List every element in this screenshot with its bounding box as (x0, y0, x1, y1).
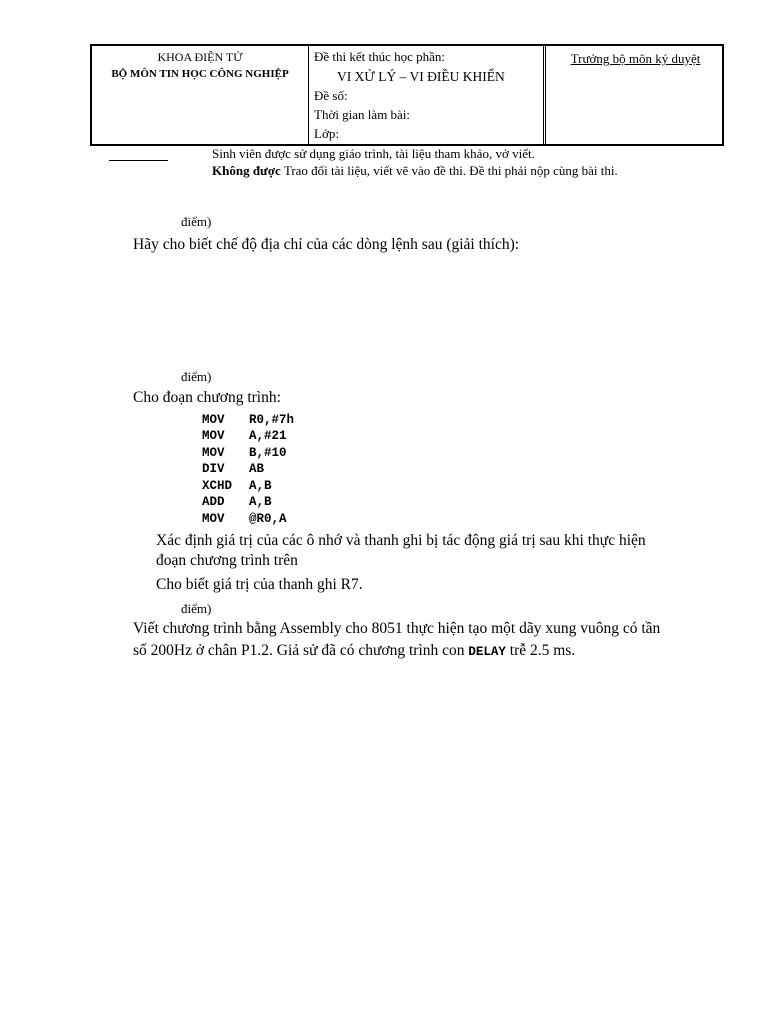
code-line (202, 462, 264, 476)
exam-time-label: Thời gian làm bài: (314, 107, 411, 122)
note-rule (109, 160, 168, 161)
exam-label: Đề thi kết thúc học phần: (314, 49, 446, 64)
header-exam-cell (309, 46, 546, 144)
code-op: XCHD (202, 479, 233, 493)
exam-header-table (90, 44, 724, 146)
code-line (202, 512, 287, 526)
q3-line1: Viết chương trình bằng Assembly cho 8051 thực hiện tạo một dãy xung vuông có tần (133, 620, 661, 637)
q1-text: Hãy cho biết chế độ địa chỉ của các dòng lệnh sau (giải thích): (133, 236, 520, 253)
faculty-name: KHOA ĐIỆN TỬ (157, 50, 243, 64)
exam-number-label: Đề số: (314, 88, 348, 103)
q3-line2-pre: số 200Hz ở chân P1.2. Giả sử đã có chương trình con (133, 642, 469, 659)
note-allowed: Sinh viên được sử dụng giáo trình, tài liệu tham khảo, vở viết. (212, 146, 535, 161)
q2-sub-b: Cho biết giá trị của thanh ghi R7. (156, 576, 363, 593)
code-args: A,B (249, 495, 272, 509)
code-op: MOV (202, 429, 225, 443)
code-line (202, 429, 287, 443)
department-name: BỘ MÔN TIN HỌC CÔNG NGHIỆP (111, 68, 289, 80)
course-title: VI XỬ LÝ – VI ĐIỀU KHIỂN (337, 69, 505, 84)
q3-points: điểm) (181, 601, 212, 616)
code-op: MOV (202, 413, 225, 427)
header-approval-cell (549, 46, 722, 144)
q3-line2-post: trễ 2.5 ms. (505, 642, 576, 659)
code-line (202, 479, 272, 493)
note-not-allowed (212, 163, 618, 179)
code-args: A,#21 (249, 429, 287, 443)
header-faculty-cell (92, 46, 309, 144)
code-op: MOV (202, 446, 225, 460)
q3-line2 (133, 642, 575, 660)
code-op: MOV (202, 512, 225, 526)
code-args: AB (249, 462, 265, 476)
q2-sub-a-line2: đoạn chương trình trên (156, 552, 298, 569)
code-args: A,B (249, 479, 272, 493)
class-label: Lớp: (314, 126, 339, 141)
code-line (202, 413, 294, 427)
code-line (202, 446, 287, 460)
code-op: ADD (202, 495, 225, 509)
code-args: B,#10 (249, 446, 287, 460)
note-not-allowed-text: Trao đổi tài liệu, viết vẽ vào đề thi. Đề thi phải nộp cùng bài thi. (280, 163, 618, 178)
code-args: R0,#7h (249, 413, 295, 427)
note-not-allowed-bold: Không được (212, 163, 281, 178)
q1-points: điểm) (181, 214, 212, 229)
code-op: DIV (202, 462, 225, 476)
code-line (202, 495, 272, 509)
code-args: @R0,A (249, 512, 287, 526)
q2-text: Cho đoạn chương trình: (133, 389, 281, 406)
q2-points: điểm) (181, 369, 212, 384)
approval-label: Trưởng bộ môn ký duyệt (570, 51, 701, 66)
q3-delay-code: DELAY (468, 645, 506, 659)
q2-sub-a-line1: Xác định giá trị của các ô nhớ và thanh ghi bị tác động giá trị sau khi thực hiện (156, 532, 646, 549)
